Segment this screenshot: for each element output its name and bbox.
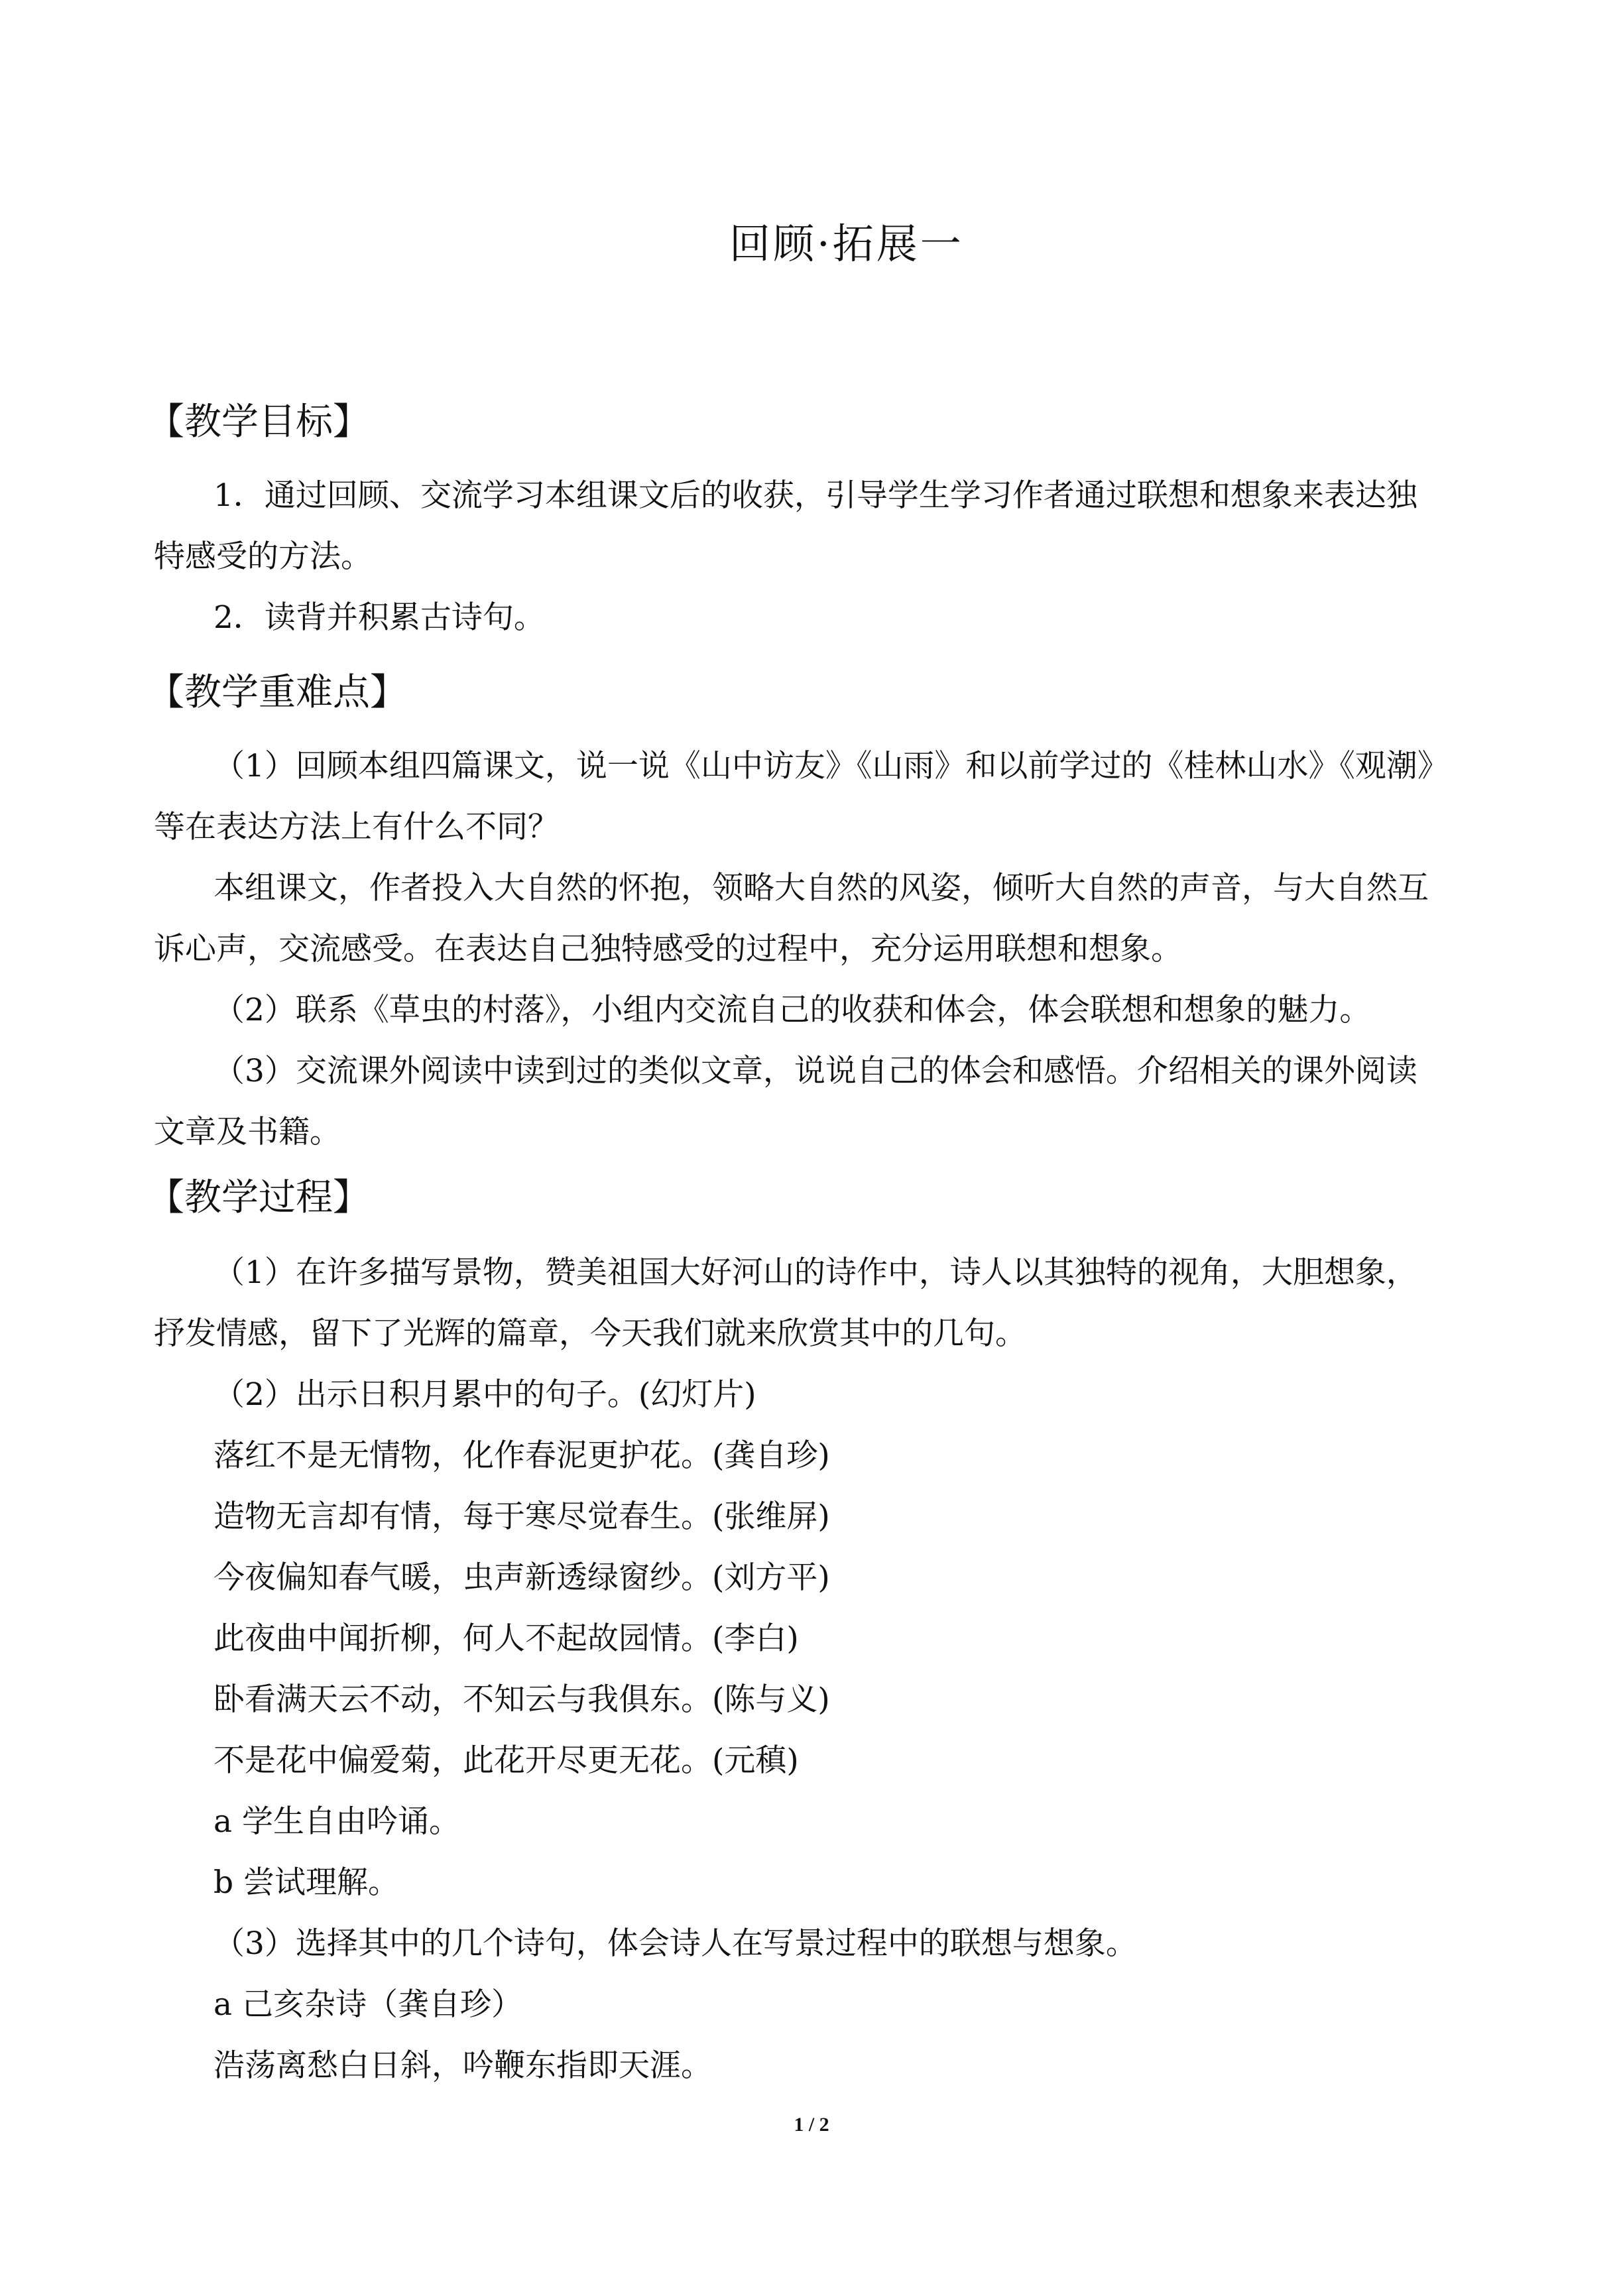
- process-item-3: （3）选择其中的几个诗句，体会诗人在写景过程中的联想与想象。: [213, 1925, 1137, 1962]
- process-item-1-line-1: （1）在许多描写景物，赞美祖国大好河山的诗作中，诗人以其独特的视角，大胆想象，: [213, 1254, 1417, 1291]
- key-points-item-2-line-2: 诉心声，交流感受。在表达自己独特感受的过程中，充分运用联想和想象。: [154, 931, 1182, 967]
- key-points-item-1-line-2: 等在表达方法上有什么不同？: [154, 809, 559, 845]
- poem-line: 造物无言却有情，每于寒尽觉春生。(张维屏): [213, 1498, 830, 1535]
- poem-title: a 己亥杂诗（龚自珍）: [213, 1986, 522, 2023]
- process-heading: 【教学过程】: [147, 1176, 370, 1219]
- key-points-item-3: （2）联系《草虫的村落》，小组内交流自己的收获和体会，体会联想和想象的魅力。: [213, 992, 1371, 1028]
- poem-verse: 浩荡离愁白日斜，吟鞭东指即天涯。: [213, 2047, 712, 2084]
- process-step-b: b 尝试理解。: [213, 1864, 400, 1901]
- poem-line: 不是花中偏爱菊，此花开尽更无花。(元稹): [213, 1742, 799, 1779]
- objectives-heading: 【教学目标】: [147, 400, 370, 444]
- key-points-item-4-line-2: 文章及书籍。: [154, 1114, 341, 1150]
- objectives-item-2: 2．读背并积累古诗句。: [213, 599, 545, 636]
- process-item-1-line-2: 抒发情感，留下了光辉的篇章，今天我们就来欣赏其中的几句。: [154, 1315, 1026, 1352]
- key-points-item-2-line-1: 本组课文，作者投入大自然的怀抱，领略大自然的风姿，倾听大自然的声音，与大自然互: [213, 870, 1429, 906]
- page-title: 回顾·拓展一: [729, 219, 964, 268]
- page-indicator: 1 / 2: [794, 2114, 829, 2136]
- key-points-item-1-line-1: （1）回顾本组四篇课文，说一说《山中访友》《山雨》和以前学过的《桂林山水》《观潮》: [213, 748, 1449, 784]
- process-item-2: （2）出示日积月累中的句子。(幻灯片): [213, 1376, 756, 1413]
- poem-line: 今夜偏知春气暖，虫声新透绿窗纱。(刘方平): [213, 1559, 830, 1596]
- key-points-heading: 【教学重难点】: [147, 671, 407, 714]
- key-points-item-4-line-1: （3）交流课外阅读中读到过的类似文章，说说自己的体会和感悟。介绍相关的课外阅读: [213, 1053, 1417, 1089]
- poem-line: 落红不是无情物，化作春泥更护花。(龚自珍): [213, 1437, 830, 1474]
- objectives-item-1-line-2: 特感受的方法。: [154, 538, 372, 575]
- process-step-a: a 学生自由吟诵。: [213, 1803, 460, 1840]
- poem-line: 卧看满天云不动，不知云与我俱东。(陈与义): [213, 1681, 830, 1718]
- objectives-item-1-line-1: 1．通过回顾、交流学习本组课文后的收获，引导学生学习作者通过联想和想象来表达独: [213, 477, 1417, 514]
- poem-line: 此夜曲中闻折柳，何人不起故园情。(李白): [213, 1620, 799, 1657]
